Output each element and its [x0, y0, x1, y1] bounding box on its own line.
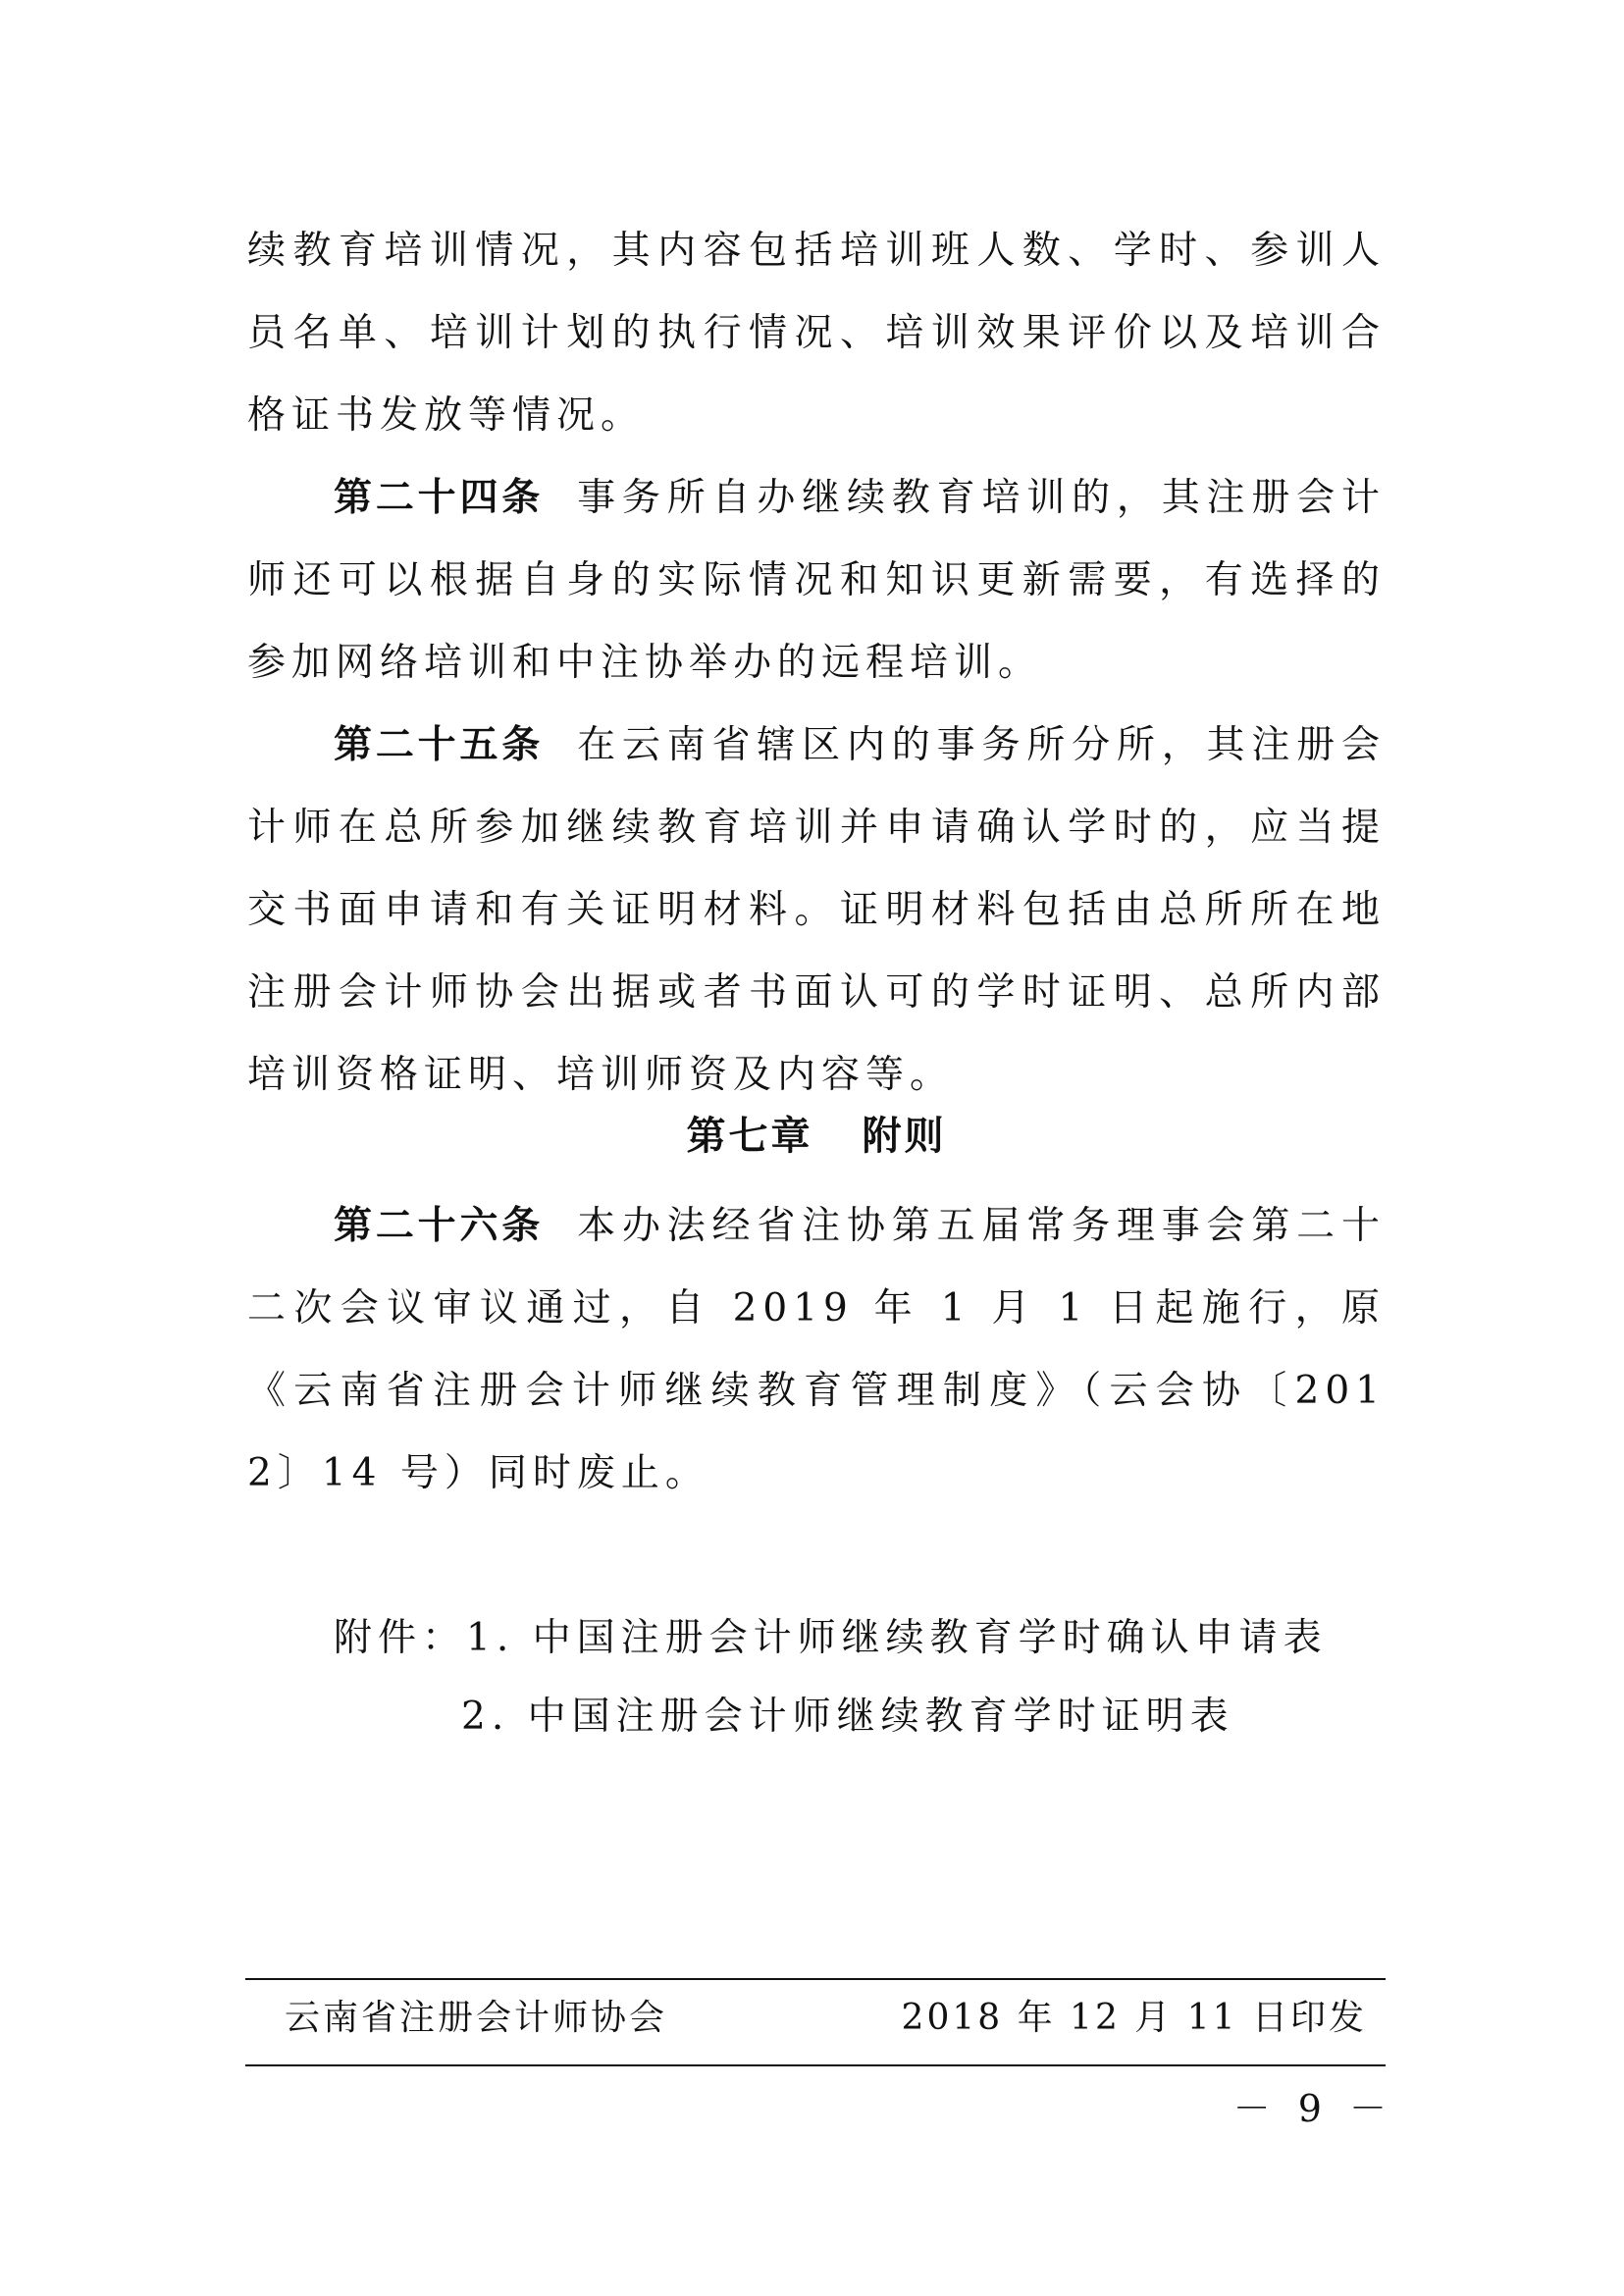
article-25	[247, 704, 1386, 1117]
article-number: 第二十四条	[334, 476, 545, 520]
article-24	[247, 457, 1386, 704]
chapter-heading	[247, 1105, 1386, 1161]
footer-issuer: 云南省注册会计师协会	[285, 1998, 668, 2038]
footer-date: 2018 年 12 月 11 日印发	[901, 1998, 1367, 2038]
article-text: 在云南省辖区内的事务所分所，其注册会计师在总所参加继续教育培训并申请确认学时的，应当提交书面申请和有关证明材料。证明材料包括由总所所在地注册会计师协会出据或者书面认可的学时证明、总所内部培训资格证明、培训师资及内容等。	[247, 723, 1386, 1097]
article-number: 第二十五条	[334, 723, 545, 767]
footer-top-rule	[245, 1978, 1386, 1980]
article-26	[247, 1185, 1386, 1515]
attachments-line-1	[334, 1607, 1328, 1662]
paragraph-continuation	[247, 210, 1386, 457]
attachment-item-1: 1. 中国注册会计师继续教育学时确认申请表	[466, 1616, 1328, 1660]
attachments-label: 附件：	[334, 1616, 467, 1660]
article-number: 第二十六条	[334, 1204, 545, 1248]
footer-bottom-rule	[245, 2064, 1386, 2066]
paragraph-text: 续教育培训情况，其内容包括培训班人数、学时、参训人员名单、培训计划的执行情况、培训效果评价以及培训合格证书发放等情况。	[247, 229, 1386, 438]
attachments-line-2	[461, 1686, 1234, 1741]
chapter-title: 附则	[862, 1114, 947, 1159]
chapter-number: 第七章	[686, 1114, 813, 1159]
article-text: 事务所自办继续教育培训的，其注册会计师还可以根据自身的实际情况和知识更新需要，有选择的参加网络培训和中注协举办的远程培训。	[247, 476, 1386, 685]
article-text: 本办法经省注协第五届常务理事会第二十二次会议审议通过，自 2019 年 1 月 1 日起施行，原《云南省注册会计师继续教育管理制度》（云会协〔2012〕14 号）同时废止。	[247, 1204, 1386, 1495]
attachment-item-2: 2. 中国注册会计师继续教育学时证明表	[461, 1695, 1234, 1739]
page-number: － 9 －	[1232, 2087, 1394, 2130]
